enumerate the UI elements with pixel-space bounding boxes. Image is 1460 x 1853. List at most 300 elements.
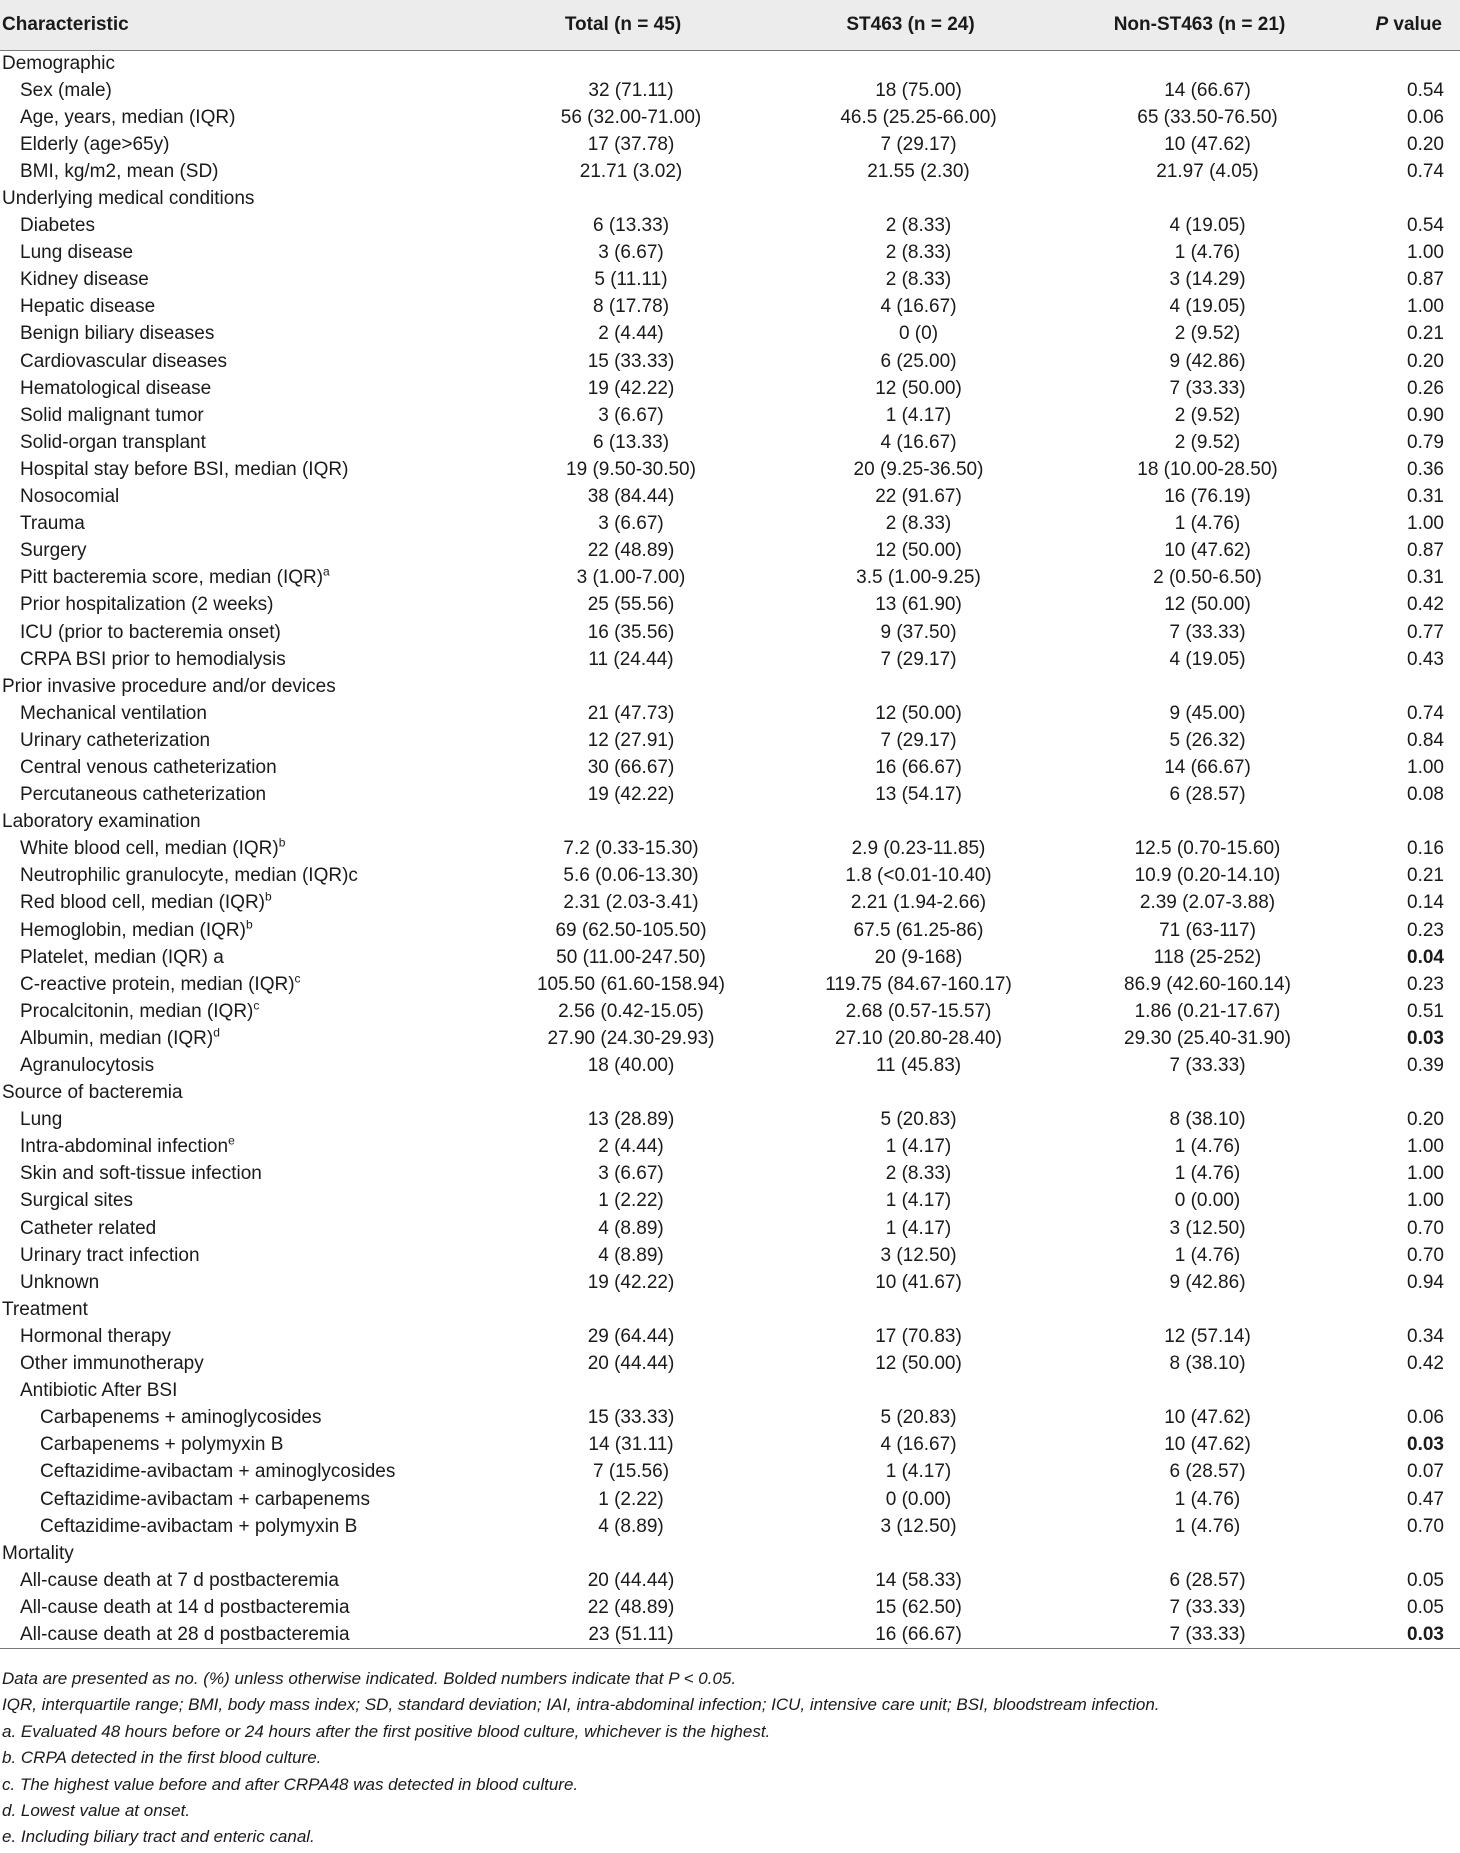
p-value-cell: 0.43 bbox=[1407, 648, 1444, 670]
table-row bbox=[0, 565, 1460, 592]
p-value-cell: 0.08 bbox=[1407, 784, 1444, 806]
p-value-cell: 0.03 bbox=[1407, 1434, 1444, 1456]
label-text: Cardiovascular diseases bbox=[20, 350, 227, 372]
label-text: White blood cell, median (IQR) bbox=[20, 838, 279, 860]
table-row bbox=[0, 456, 1460, 483]
p-value-cell: 0.20 bbox=[1407, 1109, 1444, 1131]
label-text: Demographic bbox=[2, 52, 115, 74]
table-row bbox=[0, 1567, 1460, 1594]
table-row bbox=[0, 1621, 1460, 1648]
characteristic-label bbox=[0, 375, 494, 402]
st463-cell: 12 (50.00) bbox=[875, 540, 962, 562]
non-st463-cell bbox=[1069, 50, 1346, 77]
total-cell: 29 (64.44) bbox=[587, 1325, 675, 1347]
non-st463-cell: 14 (66.67) bbox=[1164, 79, 1251, 101]
non-st463-cell: 9 (42.86) bbox=[1169, 1271, 1246, 1293]
total-cell: 1 (2.22) bbox=[598, 1488, 664, 1510]
total-cell: 19 (42.22) bbox=[587, 784, 675, 806]
total-cell: 19 (42.22) bbox=[587, 1271, 675, 1293]
st463-cell: 27.10 (20.80-28.40) bbox=[835, 1027, 1002, 1049]
non-st463-cell: 18 (10.00-28.50) bbox=[1137, 458, 1278, 480]
non-st463-cell: 12.5 (0.70-15.60) bbox=[1134, 838, 1281, 860]
total-cell: 3 (6.67) bbox=[598, 242, 664, 264]
characteristic-label bbox=[0, 429, 494, 456]
total-cell: 22 (48.89) bbox=[587, 540, 675, 562]
table-row bbox=[0, 592, 1460, 619]
st463-cell: 13 (61.90) bbox=[875, 594, 962, 616]
table-row bbox=[0, 1513, 1460, 1540]
characteristic-label bbox=[0, 1215, 494, 1242]
label-text: Neutrophilic granulocyte, median (IQR)c bbox=[20, 865, 358, 887]
header-non-st463: Non-ST463 (n = 21) bbox=[1069, 0, 1346, 50]
total-cell: 20 (44.44) bbox=[587, 1353, 675, 1375]
non-st463-cell: 9 (42.86) bbox=[1169, 350, 1246, 372]
label-text: Hospital stay before BSI, median (IQR) bbox=[20, 458, 349, 480]
st463-cell: 21.55 (2.30) bbox=[867, 160, 970, 182]
characteristic-label bbox=[0, 1269, 494, 1296]
label-text: Platelet, median (IQR) a bbox=[20, 946, 224, 968]
st463-cell: 1 (4.17) bbox=[885, 1461, 952, 1483]
characteristic-label bbox=[0, 1432, 494, 1459]
characteristic-label bbox=[0, 944, 494, 971]
table-row bbox=[0, 836, 1460, 863]
label-text: Hepatic disease bbox=[20, 296, 156, 318]
table-row bbox=[0, 267, 1460, 294]
st463-cell: 4 (16.67) bbox=[880, 1434, 957, 1456]
label-text: Carbapenems + aminoglycosides bbox=[40, 1407, 322, 1429]
non-st463-cell: 4 (19.05) bbox=[1169, 648, 1246, 670]
p-value-cell: 0.74 bbox=[1407, 160, 1444, 182]
p-value-cell: 0.16 bbox=[1407, 838, 1444, 860]
table-row bbox=[0, 890, 1460, 917]
st463-cell bbox=[768, 1296, 1069, 1323]
p-value-cell: 0.34 bbox=[1407, 1325, 1444, 1347]
total-cell: 12 (27.91) bbox=[587, 729, 675, 751]
non-st463-cell: 29.30 (25.40-31.90) bbox=[1124, 1027, 1291, 1049]
p-value-cell: 0.77 bbox=[1407, 621, 1444, 643]
total-cell bbox=[494, 185, 768, 212]
p-value-cell: 0.23 bbox=[1407, 919, 1444, 941]
section-label bbox=[0, 50, 494, 77]
table-row bbox=[0, 538, 1460, 565]
st463-cell: 67.5 (61.25-86) bbox=[853, 919, 984, 941]
non-st463-cell: 3 (12.50) bbox=[1169, 1217, 1246, 1239]
header-st463: ST463 (n = 24) bbox=[768, 0, 1069, 50]
total-cell: 5.6 (0.06-13.30) bbox=[563, 865, 699, 887]
footnote-marker: b bbox=[265, 890, 272, 905]
p-value-cell: 0.54 bbox=[1407, 215, 1444, 237]
p-value-cell: 0.06 bbox=[1407, 1407, 1444, 1429]
total-cell: 27.90 (24.30-29.93) bbox=[547, 1027, 715, 1049]
non-st463-cell: 3 (14.29) bbox=[1169, 269, 1246, 291]
st463-cell: 1.8 (<0.01-10.40) bbox=[845, 865, 992, 887]
section-label bbox=[0, 673, 494, 700]
st463-cell: 6 (25.00) bbox=[880, 350, 957, 372]
table-header bbox=[0, 0, 1460, 50]
st463-cell: 0 (0) bbox=[898, 323, 939, 345]
table-row bbox=[0, 727, 1460, 754]
characteristic-label bbox=[0, 484, 494, 511]
label-text: ICU (prior to bacteremia onset) bbox=[20, 621, 281, 643]
st463-cell: 3 (12.50) bbox=[880, 1515, 957, 1537]
non-st463-cell: 1 (4.76) bbox=[1174, 1244, 1241, 1266]
characteristic-label bbox=[0, 158, 494, 185]
table-row bbox=[0, 511, 1460, 538]
p-value-cell: 0.20 bbox=[1407, 133, 1444, 155]
footnote-line: b. CRPA detected in the first blood culture. bbox=[2, 1748, 322, 1768]
header-p-value bbox=[1346, 0, 1460, 50]
label-text: C-reactive protein, median (IQR) bbox=[20, 973, 295, 995]
total-cell: 23 (51.11) bbox=[494, 1621, 768, 1648]
table-row bbox=[0, 321, 1460, 348]
p-value-cell: 1.00 bbox=[1407, 1163, 1444, 1185]
label-text: Age, years, median (IQR) bbox=[20, 106, 236, 128]
non-st463-cell bbox=[1069, 809, 1346, 836]
table-row bbox=[0, 213, 1460, 240]
p-value-cell: 1.00 bbox=[1407, 756, 1444, 778]
non-st463-cell: 7 (33.33) bbox=[1169, 377, 1246, 399]
table-row bbox=[0, 294, 1460, 321]
header-characteristic: Characteristic bbox=[0, 0, 494, 50]
table-row bbox=[0, 754, 1460, 781]
non-st463-cell: 1.86 (0.21-17.67) bbox=[1134, 1000, 1281, 1022]
label-text: Surgery bbox=[20, 540, 87, 562]
non-st463-cell: 86.9 (42.60-160.14) bbox=[1124, 973, 1291, 995]
table-row bbox=[0, 1215, 1460, 1242]
characteristic-label bbox=[0, 294, 494, 321]
p-value-cell: 0.90 bbox=[1407, 404, 1444, 426]
characteristic-label bbox=[0, 592, 494, 619]
characteristic-label bbox=[0, 1567, 494, 1594]
st463-cell bbox=[768, 1540, 1069, 1567]
label-text: Lung disease bbox=[20, 242, 134, 264]
label-text: Catheter related bbox=[20, 1217, 157, 1239]
total-cell: 20 (44.44) bbox=[587, 1569, 675, 1591]
table-row bbox=[0, 782, 1460, 809]
p-value-cell: 0.21 bbox=[1407, 323, 1444, 345]
total-cell: 21 (47.73) bbox=[587, 702, 675, 724]
table-row bbox=[0, 917, 1460, 944]
st463-cell: 14 (58.33) bbox=[875, 1569, 962, 1591]
total-cell: 4 (8.89) bbox=[598, 1244, 664, 1266]
non-st463-cell: 2.39 (2.07-3.88) bbox=[1139, 892, 1276, 914]
label-text: Prior invasive procedure and/or devices bbox=[2, 675, 336, 697]
st463-cell: 1 (4.17) bbox=[885, 1136, 952, 1158]
table-row bbox=[0, 375, 1460, 402]
p-value-cell: 1.00 bbox=[1407, 513, 1444, 535]
p-value-cell: 0.87 bbox=[1407, 540, 1444, 562]
characteristic-label bbox=[0, 1621, 494, 1648]
total-cell bbox=[494, 809, 768, 836]
p-value-cell: 0.05 bbox=[1407, 1596, 1444, 1618]
total-cell: 5 (11.11) bbox=[594, 269, 668, 291]
table-row bbox=[0, 1107, 1460, 1134]
label-text: Antibiotic After BSI bbox=[20, 1380, 178, 1402]
p-value-cell: 0.70 bbox=[1407, 1515, 1444, 1537]
section-label bbox=[0, 1540, 494, 1567]
characteristic-label bbox=[0, 1513, 494, 1540]
total-cell bbox=[494, 1378, 768, 1405]
label-text: Agranulocytosis bbox=[20, 1055, 155, 1077]
non-st463-cell: 2 (9.52) bbox=[1174, 431, 1241, 453]
header-p-suffix: value bbox=[1388, 13, 1442, 35]
non-st463-cell bbox=[1069, 1080, 1346, 1107]
footnote-line: Data are presented as no. (%) unless otherwise indicated. Bolded numbers indicate that P < 0.05. bbox=[2, 1669, 737, 1688]
p-value-cell: 0.74 bbox=[1407, 702, 1444, 724]
characteristic-label bbox=[0, 754, 494, 781]
non-st463-cell: 6 (28.57) bbox=[1169, 1569, 1246, 1591]
st463-cell: 20 (9.25-36.50) bbox=[853, 458, 984, 480]
p-value-cell: 0.06 bbox=[1407, 106, 1444, 128]
footnote-line: e. Including biliary tract and enteric canal. bbox=[2, 1827, 315, 1847]
st463-cell: 2.21 (1.94-2.66) bbox=[850, 892, 987, 914]
label-text: All-cause death at 28 d postbacteremia bbox=[20, 1623, 350, 1645]
table-row bbox=[0, 429, 1460, 456]
p-value-cell bbox=[1346, 1296, 1460, 1323]
table-row bbox=[0, 1323, 1460, 1350]
st463-cell: 7 (29.17) bbox=[880, 648, 957, 670]
st463-cell: 1 (4.17) bbox=[885, 1217, 952, 1239]
characteristic-label bbox=[0, 1486, 494, 1513]
label-text: Diabetes bbox=[20, 215, 95, 237]
p-value-cell: 0.20 bbox=[1407, 350, 1444, 372]
characteristic-label bbox=[0, 971, 494, 998]
footnote-line: c. The highest value before and after CRPA48 was detected in blood culture. bbox=[2, 1774, 579, 1794]
label-text: Prior hospitalization (2 weeks) bbox=[20, 594, 274, 616]
table-row bbox=[0, 1025, 1460, 1052]
p-value-cell: 0.94 bbox=[1407, 1271, 1444, 1293]
table-row bbox=[0, 944, 1460, 971]
non-st463-cell: 2 (0.50-6.50) bbox=[1153, 567, 1262, 589]
table-row bbox=[0, 998, 1460, 1025]
st463-cell: 3 (12.50) bbox=[880, 1244, 957, 1266]
table-row bbox=[0, 1242, 1460, 1269]
non-st463-cell: 7 (33.33) bbox=[1169, 621, 1246, 643]
st463-cell: 3.5 (1.00-9.25) bbox=[856, 567, 981, 589]
p-value-cell: 1.00 bbox=[1407, 296, 1444, 318]
p-value-cell: 0.04 bbox=[1407, 946, 1444, 968]
st463-cell: 2 (8.33) bbox=[885, 513, 952, 535]
non-st463-cell: 65 (33.50-76.50) bbox=[1137, 106, 1278, 128]
footnote-line: IQR, interquartile range; BMI, body mass index; SD, standard deviation; IAI, intra-abdominal infection; ICU, intensive care unit; BSI, bloodstream infection. bbox=[2, 1695, 1160, 1715]
label-text: All-cause death at 14 d postbacteremia bbox=[20, 1596, 350, 1618]
total-cell: 30 (66.67) bbox=[587, 756, 675, 778]
total-cell: 18 (40.00) bbox=[587, 1055, 675, 1077]
total-cell bbox=[494, 1080, 768, 1107]
total-cell: 69 (62.50-105.50) bbox=[555, 919, 707, 941]
label-text: All-cause death at 7 d postbacteremia bbox=[20, 1569, 339, 1591]
non-st463-cell: 6 (28.57) bbox=[1169, 784, 1246, 806]
footnote-marker: b bbox=[245, 917, 253, 932]
section-header-row bbox=[0, 1080, 1460, 1107]
st463-cell: 9 (37.50) bbox=[880, 621, 957, 643]
total-cell: 4 (8.89) bbox=[598, 1217, 664, 1239]
non-st463-cell: 6 (28.57) bbox=[1169, 1461, 1246, 1483]
section-header-row bbox=[0, 50, 1460, 77]
p-value-cell: 0.36 bbox=[1407, 458, 1444, 480]
non-st463-cell: 14 (66.67) bbox=[1164, 756, 1251, 778]
total-cell: 15 (33.33) bbox=[587, 350, 675, 372]
table-row bbox=[0, 104, 1460, 131]
total-cell: 56 (32.00-71.00) bbox=[560, 106, 702, 128]
p-value-cell: 0.07 bbox=[1407, 1461, 1444, 1483]
p-value-cell bbox=[1346, 809, 1460, 836]
non-st463-cell: 1 (4.76) bbox=[1174, 1136, 1241, 1158]
total-cell: 8 (17.78) bbox=[592, 296, 670, 318]
st463-cell bbox=[768, 1080, 1069, 1107]
label-text: Lung bbox=[20, 1109, 63, 1131]
characteristic-label bbox=[0, 348, 494, 375]
label-text: Hematological disease bbox=[20, 377, 212, 399]
total-cell: 19 (42.22) bbox=[587, 377, 675, 399]
table-row bbox=[0, 700, 1460, 727]
non-st463-cell: 1 (4.76) bbox=[1174, 513, 1241, 535]
table-row bbox=[0, 1161, 1460, 1188]
footnote-line: d. Lowest value at onset. bbox=[2, 1801, 191, 1821]
non-st463-cell: 8 (38.10) bbox=[1169, 1353, 1246, 1375]
total-cell bbox=[494, 673, 768, 700]
total-cell: 6 (13.33) bbox=[592, 431, 670, 453]
label-text: Ceftazidime-avibactam + polymyxin B bbox=[40, 1515, 358, 1537]
p-value-cell: 0.42 bbox=[1407, 1353, 1444, 1375]
header-p-letter: P bbox=[1375, 13, 1389, 35]
p-value-cell: 0.70 bbox=[1407, 1244, 1444, 1266]
label-text: Carbapenems + polymyxin B bbox=[40, 1434, 284, 1456]
p-value-cell: 0.03 bbox=[1407, 1027, 1444, 1049]
table-row bbox=[0, 1351, 1460, 1378]
table-row bbox=[0, 1432, 1460, 1459]
table-row bbox=[0, 1134, 1460, 1161]
total-cell: 15 (33.33) bbox=[587, 1407, 675, 1429]
section-label bbox=[0, 1296, 494, 1323]
p-value-cell bbox=[1346, 673, 1460, 700]
total-cell: 32 (71.11) bbox=[588, 79, 674, 101]
table-row bbox=[0, 971, 1460, 998]
total-cell: 6 (13.33) bbox=[592, 215, 670, 237]
st463-cell: 1 (4.17) bbox=[885, 404, 952, 426]
characteristic-label bbox=[0, 836, 494, 863]
characteristic-label bbox=[0, 1025, 494, 1052]
non-st463-cell: 21.97 (4.05) bbox=[1156, 160, 1259, 182]
table-footnotes bbox=[2, 1666, 1452, 1851]
label-text: Trauma bbox=[20, 513, 85, 535]
non-st463-cell: 10 (47.62) bbox=[1164, 1407, 1251, 1429]
characteristic-label bbox=[0, 1134, 494, 1161]
st463-cell: 12 (50.00) bbox=[875, 1353, 962, 1375]
label-text: Unknown bbox=[20, 1271, 100, 1293]
footnote-line: a. Evaluated 48 hours before or 24 hours after the first positive blood culture, whichever is the highest. bbox=[2, 1721, 771, 1741]
footnote-marker: c bbox=[294, 971, 301, 986]
non-st463-cell: 4 (19.05) bbox=[1169, 215, 1246, 237]
total-cell bbox=[494, 50, 768, 77]
st463-cell: 119.75 (84.67-160.17) bbox=[825, 973, 1012, 995]
characteristic-label bbox=[0, 1459, 494, 1486]
label-text: Solid-organ transplant bbox=[20, 431, 206, 453]
label-text: Ceftazidime-avibactam + carbapenems bbox=[40, 1488, 371, 1510]
total-cell bbox=[494, 1540, 768, 1567]
characteristic-label bbox=[0, 646, 494, 673]
table-row bbox=[0, 1188, 1460, 1215]
table-row bbox=[0, 240, 1460, 267]
footnote-marker: c bbox=[253, 998, 260, 1013]
non-st463-cell: 4 (19.05) bbox=[1169, 296, 1246, 318]
label-text: Percutaneous catheterization bbox=[20, 784, 267, 806]
non-st463-cell: 7 (33.33) bbox=[1169, 1055, 1246, 1077]
p-value-cell: 0.31 bbox=[1407, 486, 1444, 508]
p-value-cell: 1.00 bbox=[1407, 1190, 1444, 1212]
p-value-cell bbox=[1346, 1540, 1460, 1567]
non-st463-cell: 10 (47.62) bbox=[1164, 540, 1251, 562]
characteristic-label bbox=[0, 77, 494, 104]
characteristic-label bbox=[0, 565, 494, 592]
label-text: Sex (male) bbox=[20, 79, 112, 101]
total-cell: 22 (48.89) bbox=[587, 1596, 675, 1618]
table-row bbox=[0, 77, 1460, 104]
non-st463-cell: 5 (26.32) bbox=[1169, 729, 1246, 751]
st463-cell: 2 (8.33) bbox=[885, 215, 952, 237]
table-row bbox=[0, 619, 1460, 646]
characteristic-label bbox=[0, 727, 494, 754]
p-value-cell: 0.14 bbox=[1407, 892, 1444, 914]
st463-cell: 10 (41.67) bbox=[875, 1271, 962, 1293]
st463-cell: 12 (50.00) bbox=[875, 702, 962, 724]
st463-cell: 15 (62.50) bbox=[875, 1596, 962, 1618]
st463-cell: 5 (20.83) bbox=[880, 1109, 957, 1131]
non-st463-cell: 7 (33.33) bbox=[1169, 1596, 1246, 1618]
characteristic-label bbox=[0, 538, 494, 565]
label-text: Skin and soft-tissue infection bbox=[20, 1163, 262, 1185]
label-text: Elderly (age>65y) bbox=[20, 133, 170, 155]
characteristic-label bbox=[0, 619, 494, 646]
label-text: Benign biliary diseases bbox=[20, 323, 215, 345]
table-row bbox=[0, 348, 1460, 375]
p-value-cell: 0.39 bbox=[1407, 1055, 1444, 1077]
label-text: Hormonal therapy bbox=[20, 1325, 172, 1347]
total-cell: 25 (55.56) bbox=[587, 594, 675, 616]
st463-cell: 20 (9-168) bbox=[874, 946, 963, 968]
total-cell: 3 (6.67) bbox=[598, 404, 664, 426]
st463-cell: 4 (16.67) bbox=[880, 296, 957, 318]
label-text: Urinary catheterization bbox=[20, 729, 211, 751]
characteristic-label bbox=[0, 700, 494, 727]
total-cell: 2.56 (0.42-15.05) bbox=[558, 1000, 704, 1022]
p-value-cell: 0.23 bbox=[1407, 973, 1444, 995]
label-text: Mechanical ventilation bbox=[20, 702, 207, 724]
non-st463-cell: 1 (4.76) bbox=[1174, 242, 1241, 264]
st463-cell bbox=[768, 1378, 1069, 1405]
total-cell: 2 (4.44) bbox=[598, 1136, 664, 1158]
label-text: Nosocomial bbox=[20, 486, 120, 508]
characteristic-label bbox=[0, 782, 494, 809]
characteristic-label bbox=[0, 267, 494, 294]
p-value-cell: 0.03 bbox=[1346, 1621, 1460, 1648]
non-st463-cell bbox=[1069, 673, 1346, 700]
section-header-row bbox=[0, 1540, 1460, 1567]
non-st463-cell: 10.9 (0.20-14.10) bbox=[1134, 865, 1281, 887]
table-row bbox=[0, 1594, 1460, 1621]
section-label bbox=[0, 185, 494, 212]
st463-cell: 46.5 (25.25-66.00) bbox=[840, 106, 997, 128]
total-cell: 2 (4.44) bbox=[598, 323, 664, 345]
label-text: Central venous catheterization bbox=[20, 756, 277, 778]
characteristic-label bbox=[0, 1594, 494, 1621]
characteristic-label bbox=[0, 1405, 494, 1432]
characteristic-label bbox=[0, 402, 494, 429]
non-st463-cell bbox=[1069, 1540, 1346, 1567]
total-cell: 50 (11.00-247.50) bbox=[556, 946, 706, 968]
st463-cell: 22 (91.67) bbox=[875, 486, 962, 508]
label-text: Red blood cell, median (IQR) bbox=[20, 892, 265, 914]
